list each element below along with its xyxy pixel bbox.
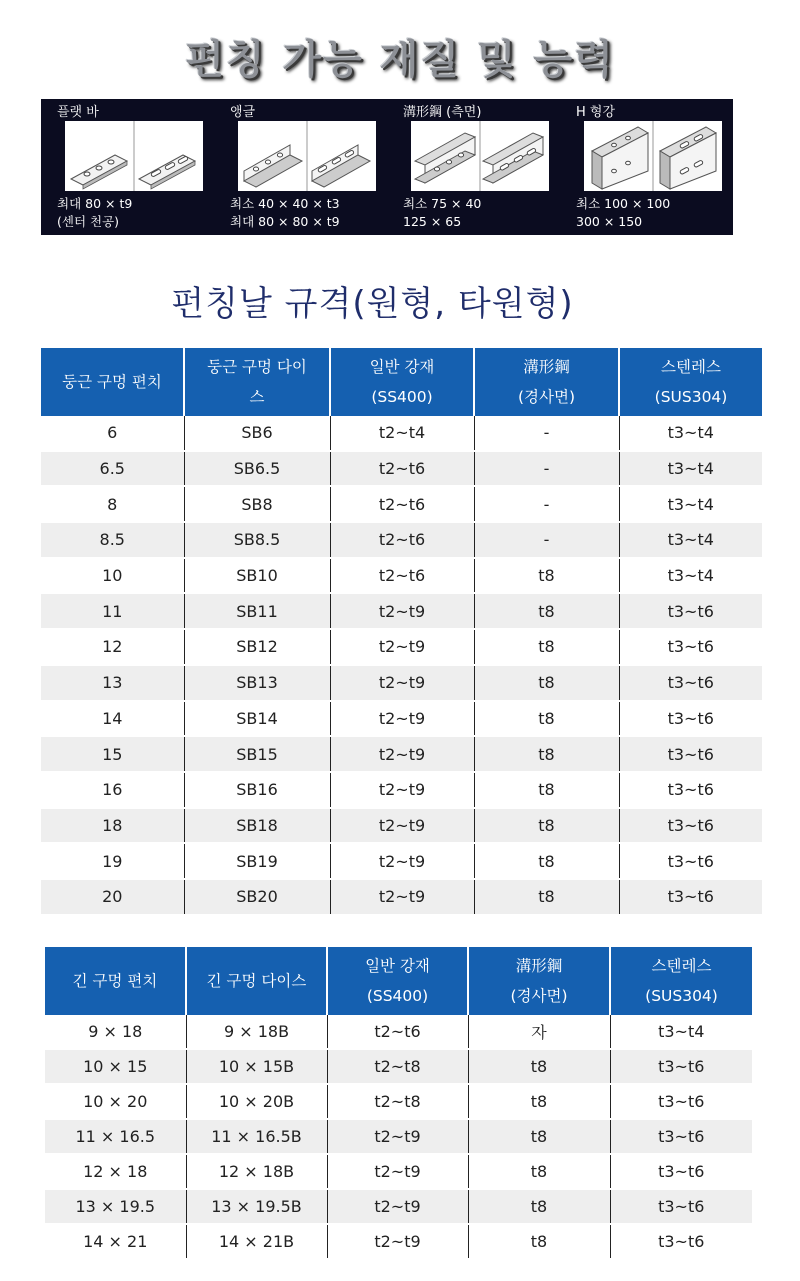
table-cell: t2~t9 xyxy=(330,879,474,915)
material-name: 플랫 바 xyxy=(57,105,99,120)
table-cell: t2~t9 xyxy=(330,629,474,665)
table-cell: 6 xyxy=(41,416,184,451)
material-h-beam xyxy=(560,99,733,235)
table-cell: 13 xyxy=(41,665,184,701)
table-cell: 6.5 xyxy=(41,451,184,487)
table-cell: t8 xyxy=(468,1049,610,1084)
table-row xyxy=(41,522,762,558)
table-header-row xyxy=(45,947,752,1015)
table-cell: t8 xyxy=(474,772,619,808)
table-row xyxy=(41,808,762,844)
table-cell: t2~t6 xyxy=(330,486,474,522)
table-cell: t3~t4 xyxy=(619,451,762,487)
table-cell: 자 xyxy=(468,1015,610,1049)
material-flat-bar xyxy=(41,99,214,235)
table-cell: 12 × 18 xyxy=(45,1154,186,1189)
table-cell: t3~t4 xyxy=(619,558,762,594)
table-cell: 15 xyxy=(41,736,184,772)
table-body xyxy=(41,416,762,915)
table-cell: 14 × 21 xyxy=(45,1224,186,1259)
table-cell: t8 xyxy=(468,1084,610,1119)
material-channel xyxy=(387,99,560,235)
column-header: 둥근 구멍 다이 스 xyxy=(184,348,330,416)
table-cell: t3~t6 xyxy=(619,736,762,772)
table-cell: t8 xyxy=(474,701,619,737)
table-cell: t2~t9 xyxy=(330,772,474,808)
table-cell: SB8.5 xyxy=(184,522,330,558)
table-cell: 11 xyxy=(41,593,184,629)
table-cell: 8.5 xyxy=(41,522,184,558)
table-cell: t3~t6 xyxy=(610,1224,752,1259)
table-cell: - xyxy=(474,522,619,558)
table-cell: SB8 xyxy=(184,486,330,522)
table-cell: t2~t9 xyxy=(330,843,474,879)
table-cell: SB10 xyxy=(184,558,330,594)
table-row xyxy=(41,665,762,701)
material-name: 溝形鋼 (측면) xyxy=(403,105,482,120)
table-cell: 10 × 20B xyxy=(186,1084,327,1119)
table-cell: 8 xyxy=(41,486,184,522)
materials-panel xyxy=(41,99,733,235)
table-row xyxy=(41,451,762,487)
table-cell: t3~t6 xyxy=(610,1154,752,1189)
column-header: 긴 구멍 다이스 xyxy=(186,947,327,1015)
table-row xyxy=(41,629,762,665)
material-spec: 최소 100 × 100 300 × 150 xyxy=(576,196,671,229)
table-cell: 13 × 19.5 xyxy=(45,1189,186,1224)
table-cell: SB16 xyxy=(184,772,330,808)
table-row xyxy=(41,593,762,629)
table-cell: t8 xyxy=(474,843,619,879)
table-cell: t8 xyxy=(468,1189,610,1224)
table-cell: t3~t6 xyxy=(619,772,762,808)
table-cell: t2~t9 xyxy=(327,1119,468,1154)
table-row xyxy=(45,1119,752,1154)
h-beam-icon xyxy=(584,121,722,191)
table-cell: t3~t6 xyxy=(619,843,762,879)
table-cell: 14 × 21B xyxy=(186,1224,327,1259)
table-cell: t2~t6 xyxy=(330,451,474,487)
table-row xyxy=(41,486,762,522)
table-cell: t8 xyxy=(474,665,619,701)
table-cell: SB15 xyxy=(184,736,330,772)
table-row xyxy=(41,879,762,915)
table-cell: SB19 xyxy=(184,843,330,879)
table-cell: 16 xyxy=(41,772,184,808)
column-header: 스텐레스 (SUS304) xyxy=(619,348,762,416)
material-angle xyxy=(214,99,387,235)
table-cell: t2~t9 xyxy=(327,1154,468,1189)
table-cell: t2~t9 xyxy=(327,1189,468,1224)
table-body xyxy=(45,1015,752,1259)
table-row xyxy=(41,558,762,594)
table-cell: 10 × 15B xyxy=(186,1049,327,1084)
table-header-row xyxy=(41,348,762,416)
table-cell: t2~t6 xyxy=(330,522,474,558)
table-cell: t8 xyxy=(474,593,619,629)
column-header: 스텐레스 (SUS304) xyxy=(610,947,752,1015)
table-row xyxy=(45,1084,752,1119)
table-cell: - xyxy=(474,486,619,522)
column-header: 둥근 구멍 편치 xyxy=(41,348,184,416)
angle-icon xyxy=(238,121,376,191)
table-cell: - xyxy=(474,416,619,451)
table-cell: 11 × 16.5B xyxy=(186,1119,327,1154)
material-spec: 최소 40 × 40 × t3 최대 80 × 80 × t9 xyxy=(230,196,340,229)
table-cell: t2~t9 xyxy=(327,1224,468,1259)
round-hole-spec-table xyxy=(41,348,762,916)
material-name: 앵글 xyxy=(230,105,256,120)
table-cell: SB20 xyxy=(184,879,330,915)
table-row xyxy=(41,772,762,808)
table-cell: t8 xyxy=(474,736,619,772)
column-header: 긴 구멍 편치 xyxy=(45,947,186,1015)
table-cell: SB14 xyxy=(184,701,330,737)
table-cell: t2~t6 xyxy=(327,1015,468,1049)
table-row xyxy=(45,1154,752,1189)
table-cell: 20 xyxy=(41,879,184,915)
table-cell: t3~t4 xyxy=(610,1015,752,1049)
table-row xyxy=(41,701,762,737)
table-row xyxy=(41,416,762,451)
table-cell: 14 xyxy=(41,701,184,737)
table-cell: t3~t4 xyxy=(619,416,762,451)
table-cell: t3~t6 xyxy=(619,665,762,701)
table-cell: SB11 xyxy=(184,593,330,629)
table-cell: t8 xyxy=(474,808,619,844)
column-header: 일반 강재 (SS400) xyxy=(330,348,474,416)
table-cell: 9 × 18B xyxy=(186,1015,327,1049)
table-cell: t8 xyxy=(474,879,619,915)
table-cell: t8 xyxy=(468,1119,610,1154)
section-title: 펀칭날 규격(원형, 타원형) xyxy=(171,284,574,324)
channel-icon xyxy=(411,121,549,191)
material-spec: 최소 75 × 40 125 × 65 xyxy=(403,196,482,229)
flat-bar-icon xyxy=(65,121,203,191)
table-row xyxy=(41,843,762,879)
table-row xyxy=(41,736,762,772)
page-title: 펀칭 가능 재질 및 능력 xyxy=(185,37,615,83)
table-cell: t2~t9 xyxy=(330,701,474,737)
table-cell: t8 xyxy=(474,629,619,665)
column-header: 溝形鋼 (경사면) xyxy=(468,947,610,1015)
table-cell: SB13 xyxy=(184,665,330,701)
table-cell: 12 × 18B xyxy=(186,1154,327,1189)
table-cell: t8 xyxy=(468,1224,610,1259)
long-hole-spec-table xyxy=(45,947,752,1260)
table-cell: t3~t4 xyxy=(619,522,762,558)
table-cell: t3~t4 xyxy=(619,486,762,522)
table-cell: 19 xyxy=(41,843,184,879)
table-cell: t3~t6 xyxy=(610,1084,752,1119)
table-cell: t2~t9 xyxy=(330,593,474,629)
table-cell: SB18 xyxy=(184,808,330,844)
table-cell: 12 xyxy=(41,629,184,665)
table-cell: SB6 xyxy=(184,416,330,451)
table-cell: t2~t6 xyxy=(330,558,474,594)
material-name: H 형강 xyxy=(576,105,616,120)
table-cell: t3~t6 xyxy=(619,701,762,737)
table-cell: - xyxy=(474,451,619,487)
table-cell: t3~t6 xyxy=(610,1119,752,1154)
table-cell: t3~t6 xyxy=(619,629,762,665)
table-cell: t2~t9 xyxy=(330,736,474,772)
table-cell: t3~t6 xyxy=(619,808,762,844)
table-cell: 13 × 19.5B xyxy=(186,1189,327,1224)
table-row xyxy=(45,1049,752,1084)
table-cell: t3~t6 xyxy=(619,879,762,915)
table-cell: t3~t6 xyxy=(610,1189,752,1224)
table-cell: t2~t8 xyxy=(327,1084,468,1119)
table-cell: 10 × 20 xyxy=(45,1084,186,1119)
table-row xyxy=(45,1015,752,1049)
column-header: 일반 강재 (SS400) xyxy=(327,947,468,1015)
table-cell: t2~t9 xyxy=(330,665,474,701)
table-cell: t2~t8 xyxy=(327,1049,468,1084)
table-cell: 9 × 18 xyxy=(45,1015,186,1049)
table-cell: 10 xyxy=(41,558,184,594)
table-cell: 18 xyxy=(41,808,184,844)
table-cell: 10 × 15 xyxy=(45,1049,186,1084)
table-cell: SB12 xyxy=(184,629,330,665)
table-cell: t2~t4 xyxy=(330,416,474,451)
table-cell: 11 × 16.5 xyxy=(45,1119,186,1154)
table-cell: t8 xyxy=(468,1154,610,1189)
material-spec: 최대 80 × t9 (센터 천공) xyxy=(57,196,133,229)
table-cell: t3~t6 xyxy=(610,1049,752,1084)
table-row xyxy=(45,1224,752,1259)
table-cell: t8 xyxy=(474,558,619,594)
table-row xyxy=(45,1189,752,1224)
table-cell: t2~t9 xyxy=(330,808,474,844)
table-cell: t3~t6 xyxy=(619,593,762,629)
column-header: 溝形鋼 (경사면) xyxy=(474,348,619,416)
table-cell: SB6.5 xyxy=(184,451,330,487)
